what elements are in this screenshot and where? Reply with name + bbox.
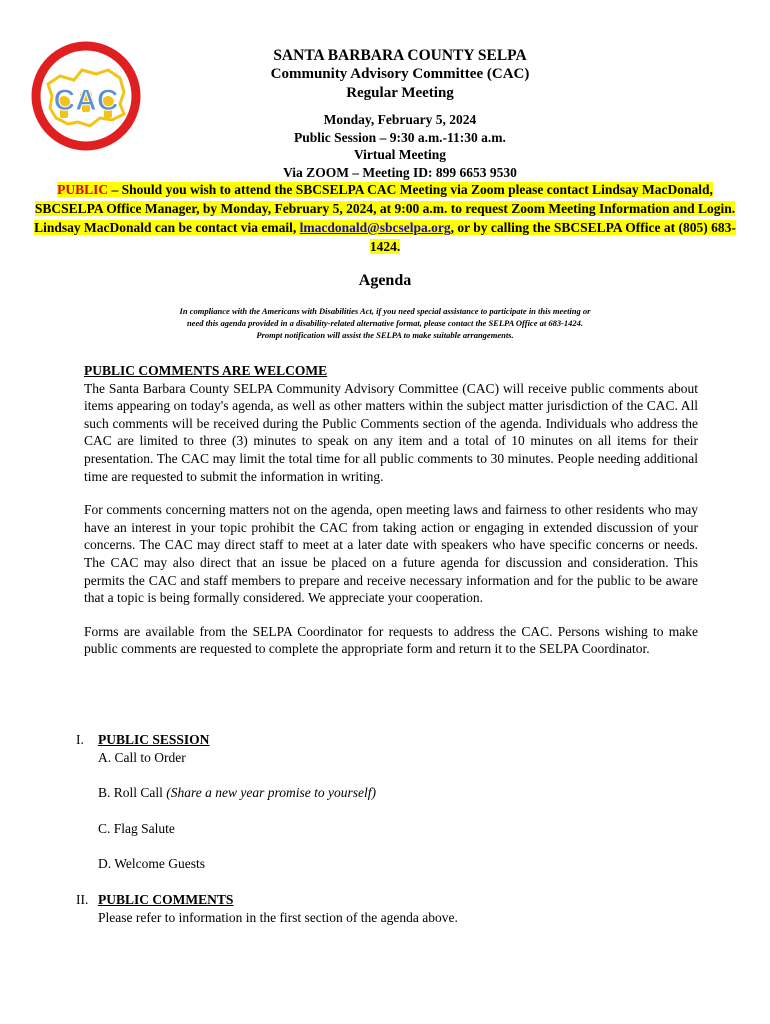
section-text: Please refer to information in the first section of the agenda above. (98, 909, 458, 925)
meeting-type: Regular Meeting (346, 85, 454, 101)
zoom-id: Via ZOOM – Meeting ID: 899 6653 9530 (283, 164, 517, 180)
org-name: SANTA BARBARA COUNTY SELPA (273, 47, 527, 64)
ada-notice (140, 305, 630, 341)
public-comments-section (84, 362, 698, 658)
section-title: PUBLIC SESSION (98, 732, 210, 747)
zoom-notice (28, 180, 742, 256)
list-item: A. Call to Order (98, 749, 186, 765)
meeting-date: Monday, February 5, 2024 (323, 112, 477, 127)
public-comments-heading: PUBLIC COMMENTS ARE WELCOME (84, 363, 328, 378)
comments-paragraph-1: The Santa Barbara County SELPA Community Advisory Committee (CAC) will receive public comments about items appearing on today's agenda, as well as other matters within the subject matter jurisdiction of the CAC. All such comments will be received during the Public Comments section of the agenda. Individuals who address the CAC are limited to three (3) minutes to speak on any item and a total of 10 minutes on all items for their presentation. The CAC may limit the total time for all public comments to 30 minutes. People needing additional time are requested to submit the information in writing. (84, 380, 698, 484)
logo-text: CAC (53, 84, 119, 117)
meeting-header (150, 46, 650, 181)
section-numeral: I. (76, 732, 84, 747)
ada-line-3: Prompt notification will assist the SELPA to make suitable arrangements. (256, 330, 514, 340)
list-item: D. Welcome Guests (98, 856, 206, 872)
email-link[interactable]: lmacdonald@sbcselpa.org (299, 220, 451, 235)
ada-line-2: need this agenda provided in a disability-related alternative format, please contact the SELPA Office at 683-1424. (186, 318, 584, 328)
notice-text-2: , or by calling the SBCSELPA Office at (805) 683-1424. (369, 220, 736, 254)
agenda-title: Agenda (358, 272, 412, 289)
list-item: C. Flag Salute (98, 820, 175, 836)
cac-logo (30, 40, 142, 152)
notice-text-1: – Should you wish to attend the SBCSELPA CAC Meeting via Zoom please contact Lindsay MacDonald, SBCSELPA Office Manager, by Monday, February 5, 2024, at 9:00 a.m. to request Zoom Meeting Information and Login. Lindsay MacDonald can be contact via email, (34, 182, 736, 235)
committee-name: Community Advisory Committee (CAC) (270, 66, 530, 82)
section-numeral: II. (76, 891, 89, 907)
public-label: PUBLIC (57, 182, 109, 197)
comments-paragraph-2: For comments concerning matters not on the agenda, open meeting laws and fairness to other residents who may have an interest in your topic prohibit the CAC from taking action or engaging in extended discussion of your concerns. The CAC may direct staff to meet at a later date with speakers who have specific concerns or needs. The CAC may also direct that an issue be placed on a future agenda for discussion and consideration. This permits the CAC and staff members to prepare and receive necessary information and for the public to be aware that a topic is being formally considered. We appreciate your cooperation. (84, 502, 698, 606)
agenda-outline (76, 731, 696, 926)
section-public-comments (76, 891, 696, 909)
comments-paragraph-3: Forms are available from the SELPA Coordinator for requests to address the CAC. Persons wishing to make public comments are requested to complete the appropriate form and return it to the SELPA Coordinator. (84, 623, 698, 657)
section-public-session (76, 731, 696, 749)
meeting-format: Virtual Meeting (353, 147, 447, 162)
ada-line-1: In compliance with the Americans with Disabilities Act, if you need special assistance to participate in this meeting or (179, 306, 591, 316)
session-time: Public Session – 9:30 a.m.-11:30 a.m. (294, 129, 506, 145)
section-title: PUBLIC COMMENTS (98, 891, 234, 907)
list-item: B. Roll Call (Share a new year promise to yourself) (98, 785, 376, 801)
